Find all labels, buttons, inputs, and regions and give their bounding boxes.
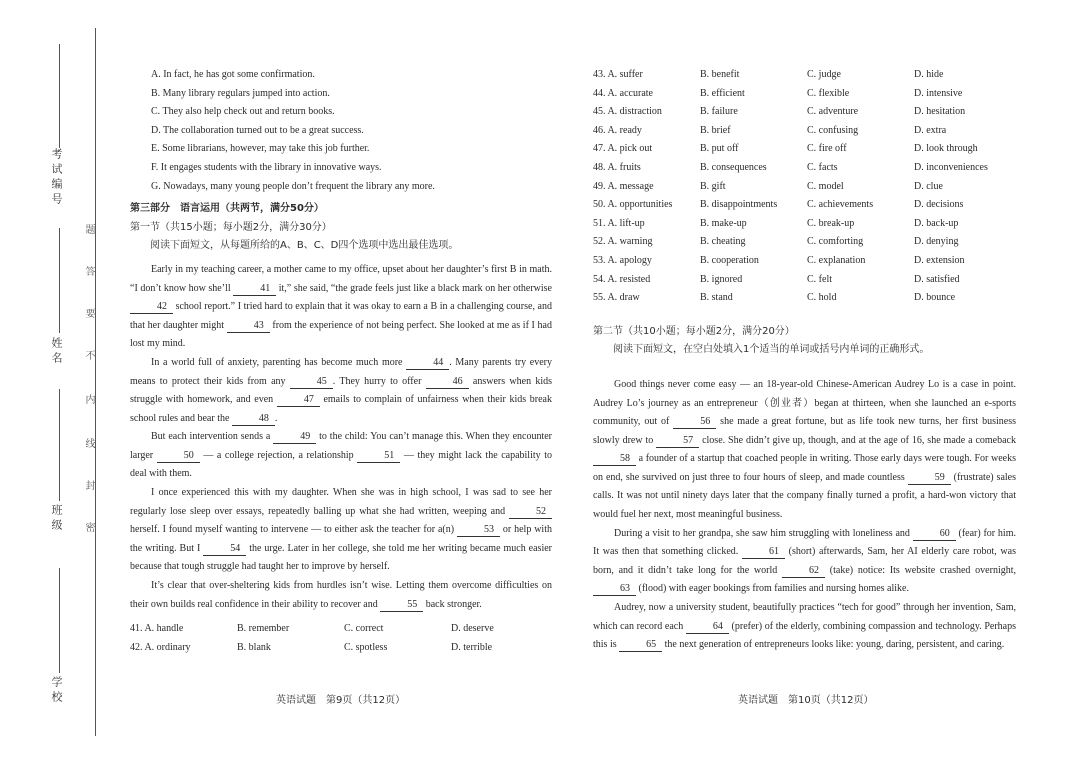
text: In a world full of anxiety, parenting has become much more	[151, 356, 407, 368]
fill-line-class	[59, 389, 60, 501]
choice-b: B. disappointments	[700, 199, 778, 211]
blank-44: 44	[406, 357, 449, 370]
question-row	[593, 85, 988, 104]
blank-60: 60	[913, 528, 956, 541]
blank-59: 59	[908, 472, 951, 485]
question-row	[593, 196, 988, 215]
seal-char: 线	[83, 438, 94, 448]
question-row	[593, 122, 988, 141]
text: Audrey, now a university student, beautifully practices “tech for good” through her invention, Sam, which can record each	[593, 602, 1016, 632]
choice-d: D. look through	[914, 143, 978, 155]
passage-paragraph	[130, 261, 552, 354]
text: But each intervention sends a	[151, 431, 274, 443]
text: it,” she said, “the grade feels just like a black mark on her otherwise	[276, 282, 552, 294]
choice-a: 54. A. resisted	[593, 273, 651, 285]
question-row	[593, 178, 988, 197]
option-b: B. Many library regulars jumped into action.	[151, 87, 330, 99]
text: .	[274, 412, 278, 424]
binding-margin	[0, 0, 100, 761]
choice-d: D. deserve	[451, 623, 494, 635]
passage-paragraph	[130, 484, 552, 577]
question-row	[593, 159, 988, 178]
choice-d: D. decisions	[914, 199, 964, 211]
question-row	[593, 271, 988, 290]
fill-line-school	[59, 568, 60, 673]
passage-paragraph	[130, 577, 552, 614]
passage-paragraph	[593, 376, 1016, 525]
text: she made a great fortune, but as life took new turns, her first business slowly drew to	[593, 416, 1016, 446]
blank-61: 61	[742, 546, 785, 559]
blank-51: 51	[357, 450, 400, 463]
choice-b: B. put off	[700, 143, 739, 155]
passage-paragraph	[130, 354, 552, 428]
text: close. She didn’t give up, though, and at the age of 16, she made a comeback	[699, 434, 1016, 446]
text: back stronger.	[423, 598, 482, 610]
text: to the child: You can’t manage this. When they encounter larger	[130, 431, 552, 461]
option-f: F. It engages students with the library in innovative ways.	[151, 161, 382, 173]
label-name: 姓名	[50, 337, 63, 367]
blank-48: 48	[232, 413, 275, 426]
seal-char: 题	[83, 224, 94, 234]
passage-paragraph	[593, 599, 1016, 655]
choice-d: D. clue	[914, 180, 943, 192]
text: . Many parents try every means to protect their kids from any	[130, 356, 552, 387]
text: (frustrate) sales calls. It was not until ninety days later that the company finally turned a profit, a hard-won victory that would fuel her next, most meaningful business.	[593, 471, 1016, 521]
choice-b: B. brief	[700, 124, 731, 136]
seal-char: 密	[83, 522, 94, 532]
choice-c: C. flexible	[807, 87, 850, 99]
choice-d: D. extension	[914, 254, 965, 266]
text: (short) afterwards, Sam, her AI elderly care robot, was born, and it didn’t take long for the world	[593, 546, 1016, 576]
choice-c: C. fire off	[807, 143, 847, 155]
choice-c: C. model	[807, 180, 844, 192]
choice-d: D. satisfied	[914, 273, 960, 285]
section-1-instruction: 阅读下面短文，从每题所给的A、B、C、D四个选项中选出最佳选项。	[150, 240, 459, 252]
answer-choices-table	[130, 620, 494, 657]
choice-c: C. adventure	[807, 106, 859, 118]
choice-a: 41. A. handle	[130, 623, 184, 635]
question-row	[593, 252, 988, 271]
option-c: C. They also help check out and return books.	[151, 106, 335, 118]
choice-c: C. hold	[807, 292, 837, 304]
choice-b: B. remember	[237, 623, 290, 635]
text: school report.” I tried hard to explain that it was okay to earn a B in a challenging course, and that her daughter might	[130, 301, 552, 331]
choice-d: D. hide	[914, 69, 944, 80]
text: Good things never come easy — an 18-year-old Chinese-American Audrey Lo is a case in point. Audrey Lo’s journey as an entrepreneur（创业者）began at thirteen, when she launched an e-sports community, out of	[593, 378, 1016, 428]
text: . They hurry to offer	[332, 375, 426, 387]
choice-a: 44. A. accurate	[593, 87, 653, 99]
text: (fear) for him. It was then that something clicked.	[593, 527, 1016, 558]
fill-line-name	[59, 228, 60, 333]
choice-d: D. bounce	[914, 292, 956, 304]
choice-b: B. gift	[700, 180, 726, 192]
seal-char: 要	[83, 308, 94, 318]
blank-56: 56	[673, 416, 716, 429]
choice-a: 49. A. message	[593, 180, 654, 192]
section-1-title: 第一节（共15小题；每小题2分，满分30分）	[130, 221, 332, 233]
choice-c: C. correct	[344, 623, 384, 635]
question-row	[593, 215, 988, 234]
text: It’s clear that over-sheltering kids from hurdles isn’t wise. Letting them overcome difficulties on their own builds real confidence in their ability to recover and	[130, 580, 552, 610]
blank-64: 64	[686, 621, 729, 634]
page-footer-left: 英语试题 第9页（共12页）	[276, 695, 406, 706]
cloze-passage	[130, 261, 552, 614]
text: — they might lack the capability to deal with them.	[130, 449, 553, 480]
choice-c: C. confusing	[807, 124, 859, 136]
choice-b: B. stand	[700, 292, 733, 304]
label-school: 学校	[50, 676, 63, 706]
choice-c: C. facts	[807, 161, 838, 173]
choice-a: 53. A. apology	[593, 254, 652, 266]
choice-a: 46. A. ready	[593, 124, 642, 136]
choice-a: 45. A. distraction	[593, 106, 662, 118]
blank-52: 52	[509, 506, 552, 519]
choice-b: B. benefit	[700, 69, 740, 80]
question-row	[593, 66, 988, 85]
question-row	[593, 233, 988, 252]
text: During a visit to her grandpa, she saw him struggling with loneliness and	[614, 527, 913, 539]
page-footer-right: 英语试题 第10页（共12页）	[738, 695, 874, 706]
fill-line-exam-number	[59, 44, 60, 148]
option-g: G. Nowadays, many young people don’t frequent the library any more.	[151, 180, 435, 192]
text: from the experience of not being perfect. She looked at me as if I had lost my mind.	[130, 319, 552, 350]
blank-46: 46	[426, 376, 469, 389]
text: answers when kids struggle with homework, and even	[130, 375, 552, 406]
choice-d: D. denying	[914, 236, 959, 248]
blank-49: 49	[273, 431, 316, 444]
text: (prefer) of the elderly, combining compassion and technology. Perhaps this is	[593, 620, 1017, 651]
question-row	[593, 103, 988, 122]
choice-c: C. explanation	[807, 254, 866, 266]
choice-a: 47. A. pick out	[593, 143, 653, 155]
choice-c: C. judge	[807, 69, 841, 80]
blank-63: 63	[593, 583, 636, 596]
blank-47: 47	[277, 394, 320, 407]
binding-line	[95, 28, 96, 736]
question-row-41	[130, 620, 494, 639]
blank-50: 50	[157, 450, 200, 463]
options-list	[130, 66, 552, 196]
text: herself. I found myself wanting to intervene — to either ask the teacher for a(n)	[130, 524, 457, 536]
text: — a college rejection, a relationship	[199, 449, 358, 461]
choice-b: B. make-up	[700, 217, 747, 229]
choice-a: 42. A. ordinary	[130, 641, 191, 653]
choice-a: 52. A. warning	[593, 236, 653, 248]
choice-a: 51. A. lift-up	[593, 217, 645, 229]
choice-b: B. efficient	[700, 87, 745, 99]
blank-58: 58	[593, 453, 636, 466]
choice-c: C. comforting	[807, 236, 864, 248]
page-10	[593, 66, 1016, 655]
choice-a: 50. A. opportunities	[593, 199, 673, 211]
choice-b: B. blank	[237, 641, 271, 653]
choice-d: D. inconveniences	[914, 161, 988, 173]
seal-char: 答	[83, 266, 94, 276]
part-title: 第三部分 语言运用（共两节，满分50分）	[130, 203, 324, 215]
question-row	[593, 140, 988, 159]
section-2-title: 第二节（共10小题；每小题2分，满分20分）	[593, 325, 795, 337]
option-d: D. The collaboration turned out to be a great success.	[151, 124, 364, 136]
choice-c: C. felt	[807, 273, 832, 285]
passage-paragraph	[593, 525, 1016, 599]
seal-char: 内	[83, 394, 94, 404]
blank-53: 53	[457, 524, 500, 537]
section-2-instruction: 阅读下面短文，在空白处填入1个适当的单词或括号内单词的正确形式。	[613, 344, 930, 356]
blank-55: 55	[380, 599, 423, 612]
text: (take) notice: Its website crashed overnight,	[825, 564, 1017, 576]
choice-d: D. intensive	[914, 87, 963, 99]
blank-43: 43	[227, 320, 270, 333]
choice-c: C. achievements	[807, 199, 874, 211]
choice-a: 55. A. draw	[593, 292, 640, 304]
text: the urge. Later in her college, she told me her writing became much easier because that tough struggle had taught her to improve by herself.	[130, 542, 552, 573]
blank-42: 42	[130, 301, 173, 314]
blank-45: 45	[290, 376, 333, 389]
text: the next generation of entrepreneurs looks like: young, daring, persistent, and caring.	[662, 639, 1005, 651]
answer-choices-table	[593, 66, 988, 308]
choice-c: C. spotless	[344, 641, 388, 653]
choice-b: B. failure	[700, 106, 738, 118]
question-row	[593, 289, 988, 308]
grammar-passage	[593, 376, 1016, 655]
choice-b: B. ignored	[700, 273, 743, 285]
text: emails to complain of unfairness when their kids break school rules and bear the	[130, 394, 552, 424]
seal-char: 封	[83, 480, 94, 490]
option-a: A. In fact, he has got some confirmation.	[151, 69, 315, 80]
text: I once experienced this with my daughter. When she was in high school, I was sad to see her regularly lose sleep over essays, repeatedly balling up what she had written, weeping and	[130, 487, 552, 517]
option-e: E. Some librarians, however, may take this job further.	[151, 143, 370, 155]
label-exam-number: 考试编号	[50, 148, 63, 208]
passage-paragraph	[130, 428, 552, 484]
choice-b: B. cooperation	[700, 254, 759, 266]
choice-a: 48. A. fruits	[593, 161, 641, 173]
choice-d: D. extra	[914, 124, 947, 136]
text: (flood) with eager bookings from families and nursing homes alike.	[636, 583, 909, 595]
blank-41: 41	[233, 283, 276, 296]
blank-62: 62	[782, 565, 825, 578]
choice-d: D. back-up	[914, 217, 959, 229]
choice-a: 43. A. suffer	[593, 69, 643, 80]
label-class: 班级	[50, 504, 63, 534]
choice-c: C. break-up	[807, 217, 855, 229]
blank-57: 57	[656, 435, 699, 448]
seal-char: 不	[83, 350, 94, 360]
text: a founder of a startup that coached people in writing. Those early days were tough. For weeks on end, she survived on just three to four hours of sleep, and made countless	[593, 453, 1016, 483]
choice-d: D. hesitation	[914, 106, 966, 118]
question-row-42	[130, 639, 494, 658]
blank-54: 54	[203, 543, 246, 556]
blank-65: 65	[619, 639, 662, 652]
choice-d: D. terrible	[451, 641, 493, 653]
text: or help with the writing. But I	[130, 524, 552, 554]
text: Early in my teaching career, a mother came to my office, upset about her daughter’s first B in math. “I don’t know how she’ll	[130, 263, 552, 294]
choice-b: B. cheating	[700, 236, 746, 248]
page-9	[130, 66, 552, 657]
choice-b: B. consequences	[700, 161, 767, 173]
